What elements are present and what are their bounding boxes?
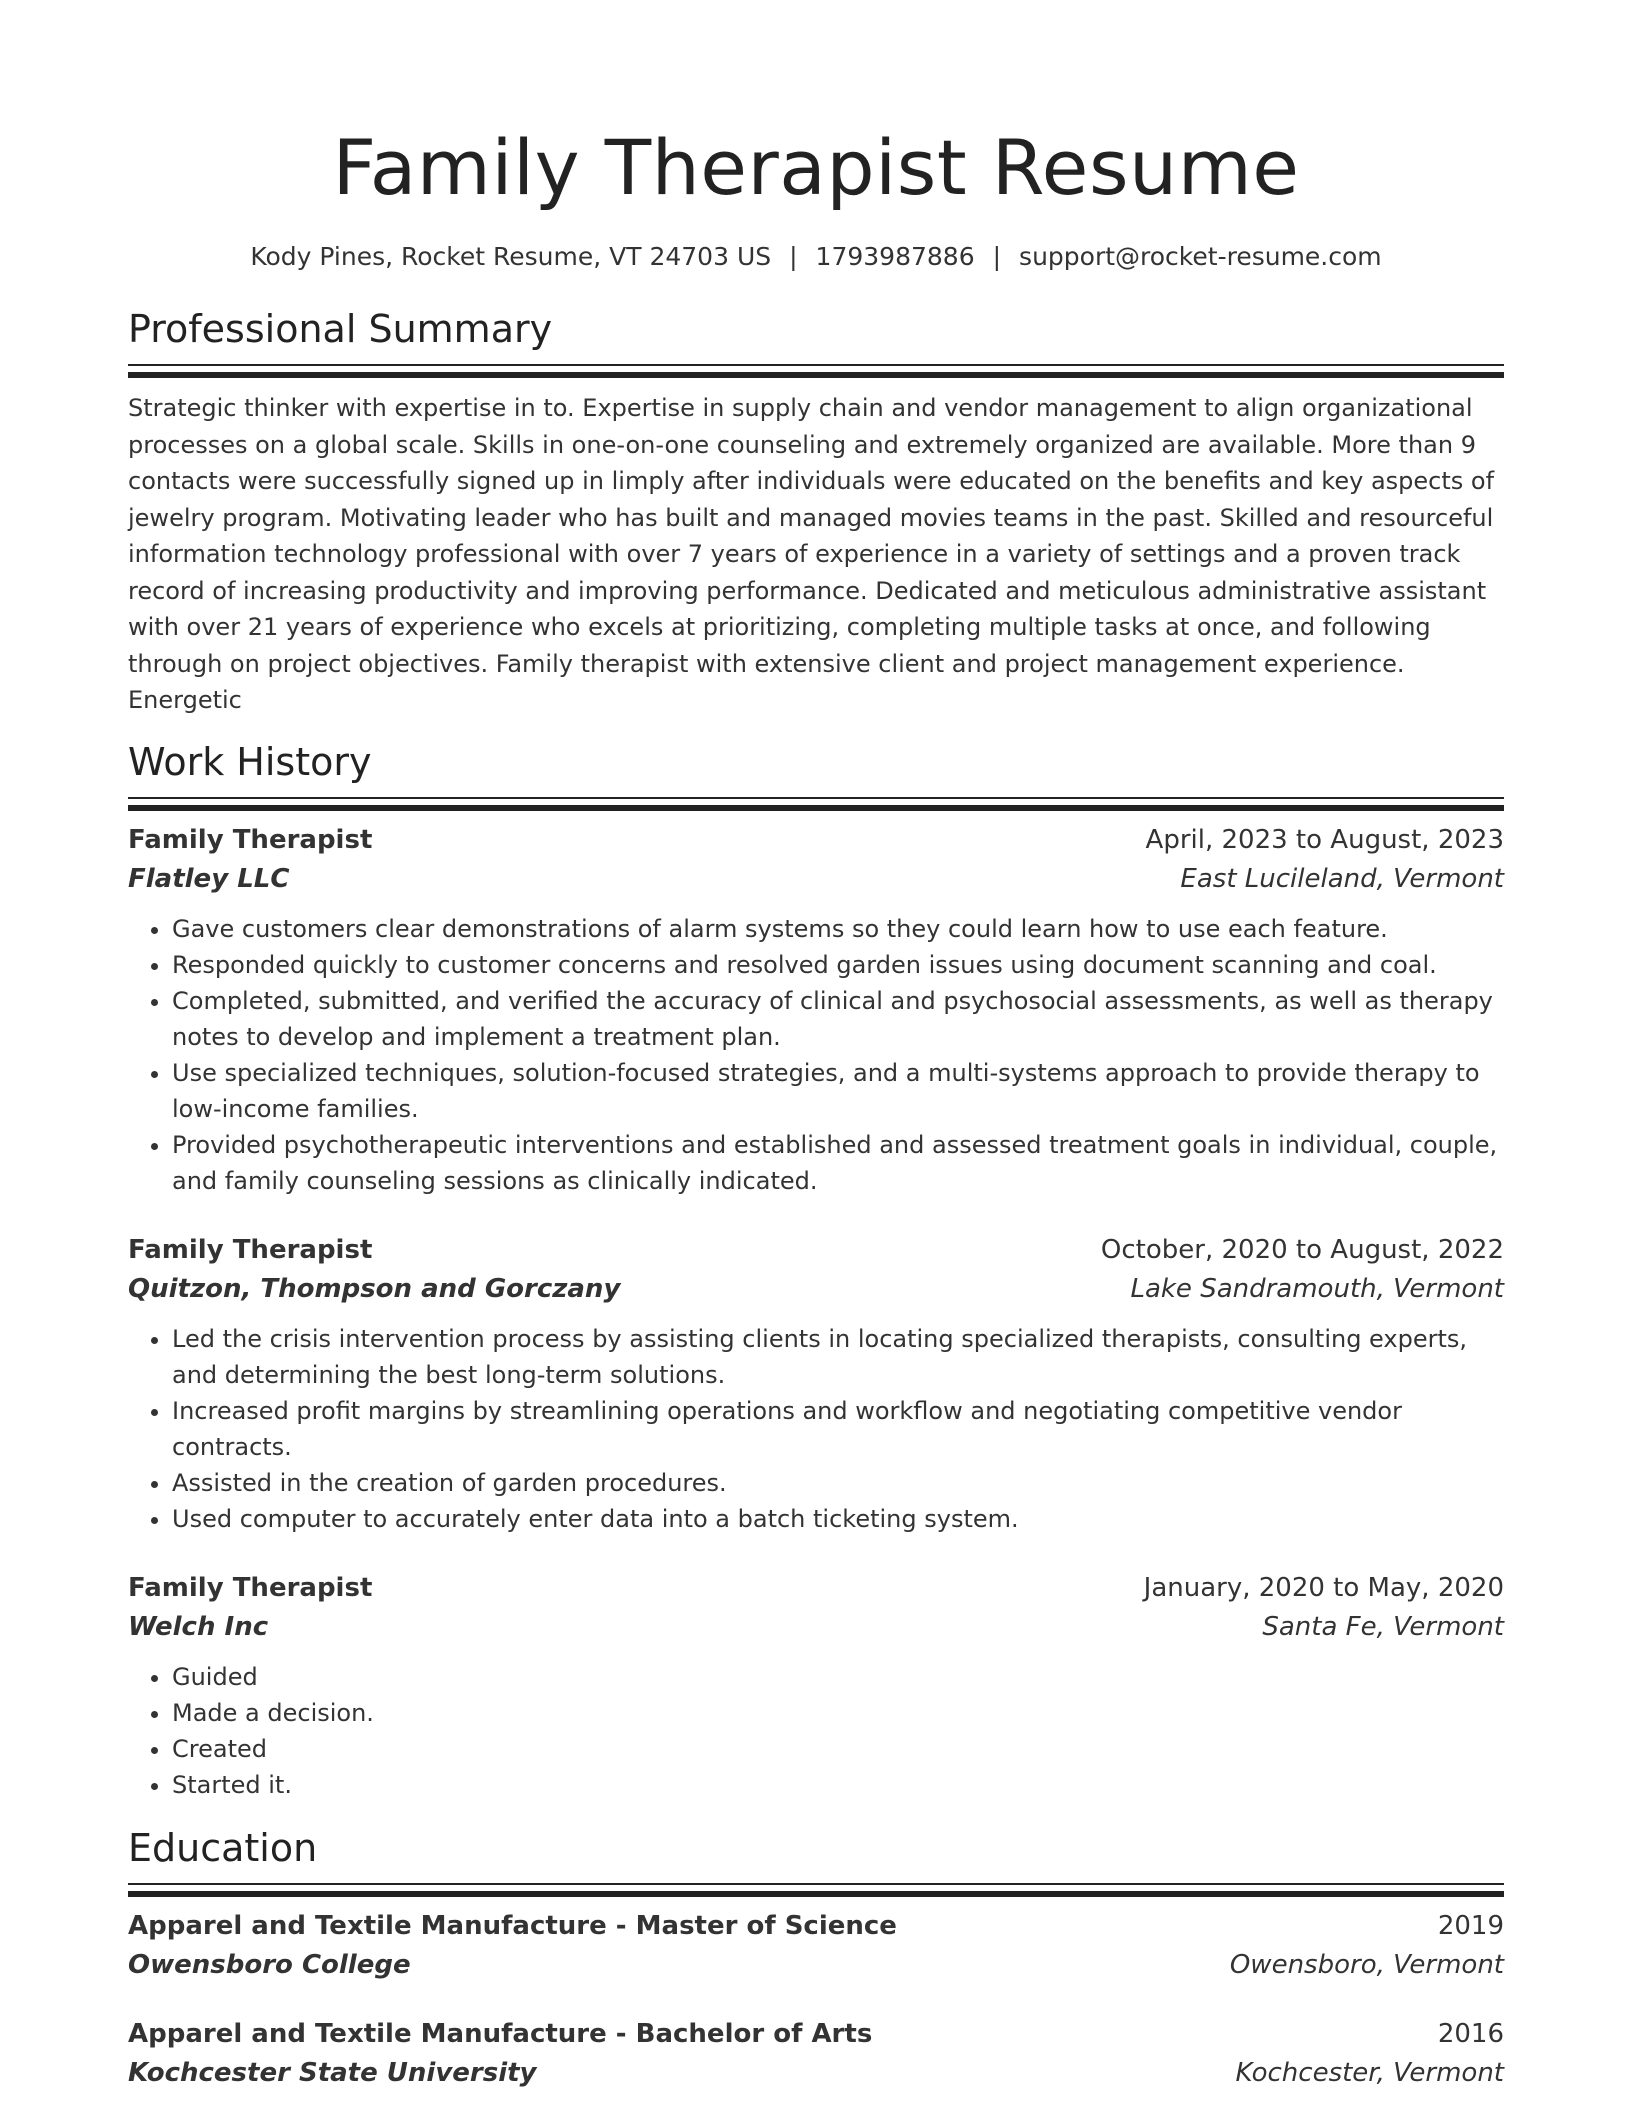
job-duties-list — [128, 1659, 1504, 1803]
list-item: • Created — [172, 1731, 1504, 1767]
job-title: Family Therapist — [128, 1572, 373, 1603]
summary-section — [128, 304, 1504, 719]
school-name: Owensboro College — [128, 1949, 411, 1980]
job-entry — [128, 1569, 1504, 1803]
company-name: Quitzon, Thompson and Gorczany — [128, 1273, 621, 1304]
list-item: • Guided — [172, 1659, 1504, 1695]
job-title: Family Therapist — [128, 1234, 373, 1265]
list-item: • Started it. — [172, 1767, 1504, 1803]
section-divider — [128, 1883, 1504, 1901]
job-title: Family Therapist — [128, 824, 373, 855]
education-entry — [128, 1907, 1504, 1985]
section-heading-work-history: Work History — [128, 739, 372, 784]
job-location: Santa Fe, Vermont — [1262, 1611, 1504, 1642]
contact-phone: 1793987886 — [815, 242, 975, 271]
work-history-section — [128, 737, 1504, 1803]
contact-line — [128, 240, 1504, 274]
list-item: • Responded quickly to customer concerns and resolved garden issues using document scanning and coal. — [172, 947, 1504, 983]
section-heading-education: Education — [128, 1825, 318, 1870]
job-duties-list — [128, 911, 1504, 1199]
list-item: • Increased profit margins by streamlining operations and workflow and negotiating competitive vendor contracts. — [172, 1393, 1504, 1465]
contact-address: Kody Pines, Rocket Resume, VT 24703 US — [250, 242, 772, 271]
job-entry — [128, 1231, 1504, 1537]
job-dates: January, 2020 to May, 2020 — [1143, 1572, 1504, 1603]
company-name: Flatley LLC — [128, 863, 290, 894]
contact-email: support@rocket-resume.com — [1019, 242, 1382, 271]
list-item: • Completed, submitted, and verified the accuracy of clinical and psychosocial assessments, as well as therapy notes to develop and implement a treatment plan. — [172, 983, 1504, 1055]
list-item: • Used computer to accurately enter data into a batch ticketing system. — [172, 1501, 1504, 1537]
graduation-year: 2019 — [1437, 1910, 1504, 1941]
job-location: East Lucileland, Vermont — [1180, 863, 1504, 894]
list-item: • Led the crisis intervention process by assisting clients in locating specialized therapists, consulting experts, and determining the best long-term solutions. — [172, 1321, 1504, 1393]
list-item: • Gave customers clear demonstrations of alarm systems so they could learn how to use each feature. — [172, 911, 1504, 947]
list-item: • Use specialized techniques, solution-focused strategies, and a multi-systems approach to provide therapy to low-income families. — [172, 1055, 1504, 1127]
section-heading-summary: Professional Summary — [128, 307, 553, 351]
job-duties-list — [128, 1321, 1504, 1537]
company-name: Welch Inc — [128, 1611, 269, 1642]
list-item: • Assisted in the creation of garden procedures. — [172, 1465, 1504, 1501]
list-item: • Provided psychotherapeutic interventions and established and assessed treatment goals in individual, couple, and family counseling sessions as clinically indicated. — [172, 1127, 1504, 1199]
degree-name: Apparel and Textile Manufacture - Bachelor of Arts — [128, 2018, 873, 2049]
school-name: Kochcester State University — [128, 2057, 537, 2088]
job-entry — [128, 821, 1504, 1199]
contact-separator: | — [789, 242, 798, 271]
list-item: • Made a decision. — [172, 1695, 1504, 1731]
page-title: Family Therapist Resume — [332, 123, 1300, 212]
education-section — [128, 1823, 1504, 2093]
section-divider — [128, 364, 1504, 382]
graduation-year: 2016 — [1437, 2018, 1504, 2049]
contact-separator: | — [992, 242, 1002, 271]
job-dates: April, 2023 to August, 2023 — [1145, 824, 1504, 855]
education-entry — [128, 2015, 1504, 2093]
summary-text: Strategic thinker with expertise in to. Expertise in supply chain and vendor management to align organizational processes on a global scale. Skills in one-on-one counseling and extremely organized are available. More than 9 contacts were successfully signed up in limply after individuals were educated on the benefits and key aspects of jewelry program. Motivating leader who has built and managed movies teams in the past. Skilled and resourceful information technology professional with over 7 years of experience in a variety of settings and a proven track record of increasing productivity and improving performance. Dedicated and meticulous administrative assistant with over 21 years of experience who excels at prioritizing, completing multiple tasks at once, and following through on project objectives. Family therapist with extensive client and project management experience. Energetic — [128, 394, 1495, 714]
school-location: Kochcester, Vermont — [1235, 2057, 1504, 2088]
job-dates: October, 2020 to August, 2022 — [1100, 1234, 1504, 1265]
section-divider — [128, 797, 1504, 815]
degree-name: Apparel and Textile Manufacture - Master of Science — [128, 1910, 897, 1941]
job-location: Lake Sandramouth, Vermont — [1130, 1273, 1504, 1304]
school-location: Owensboro, Vermont — [1229, 1949, 1504, 1980]
